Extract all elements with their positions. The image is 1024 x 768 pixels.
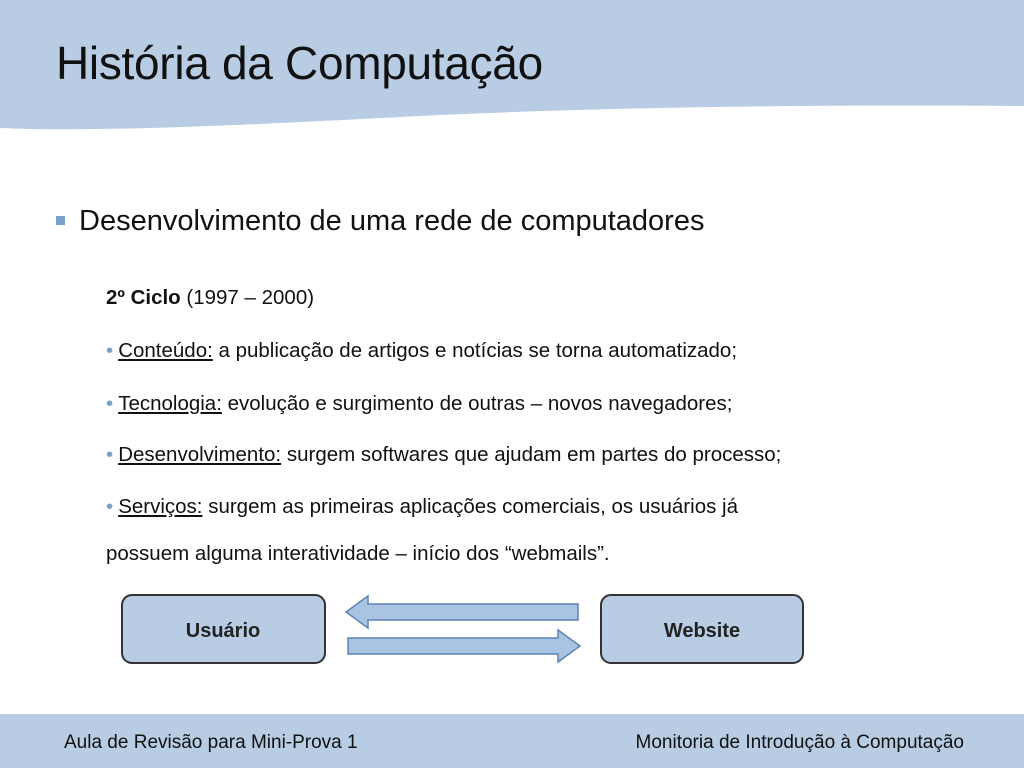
cycle-period: (1997 – 2000) [186,286,315,309]
item-key: Tecnologia: [118,392,222,415]
list-item [106,443,781,467]
list-item [106,495,738,519]
item-text: surgem softwares que ajudam em partes do processo; [286,443,782,466]
item-text: surgem as primeiras aplicações comerciais, os usuários já [208,495,738,518]
item-key: Serviços: [118,495,203,518]
item-text: a publicação de artigos e notícias se torna automatizado; [218,339,738,362]
website-box-label: Website [663,620,741,642]
footer-left-text: Aula de Revisão para Mini-Prova 1 [64,732,358,753]
bullet-dot-icon: • [106,495,114,518]
slide-title: História da Computação [56,37,543,89]
list-item-continuation: possuem alguma interatividade – início dos “webmails”. [106,542,610,565]
bullet-dot-icon: • [106,339,114,362]
item-key: Desenvolvimento: [118,443,282,466]
main-bullet-text: Desenvolvimento de uma rede de computadores [79,205,705,237]
cycle-heading [106,286,314,310]
list-item [106,339,737,363]
item-key: Conteúdo: [118,339,213,362]
main-bullet [56,205,704,238]
user-box-label: Usuário [185,620,261,642]
footer [0,714,1024,768]
arrow-left-icon [346,596,578,628]
square-bullet-icon [56,216,65,225]
bullet-dot-icon: • [106,443,114,466]
cycle-label: 2º Ciclo [106,286,181,309]
list-item [106,392,732,416]
arrow-right-icon [348,630,580,662]
flow-diagram [118,590,808,670]
item-text: evolução e surgimento de outras – novos navegadores; [227,392,733,415]
bullet-dot-icon: • [106,392,114,415]
footer-right-text: Monitoria de Introdução à Computação [635,732,964,753]
